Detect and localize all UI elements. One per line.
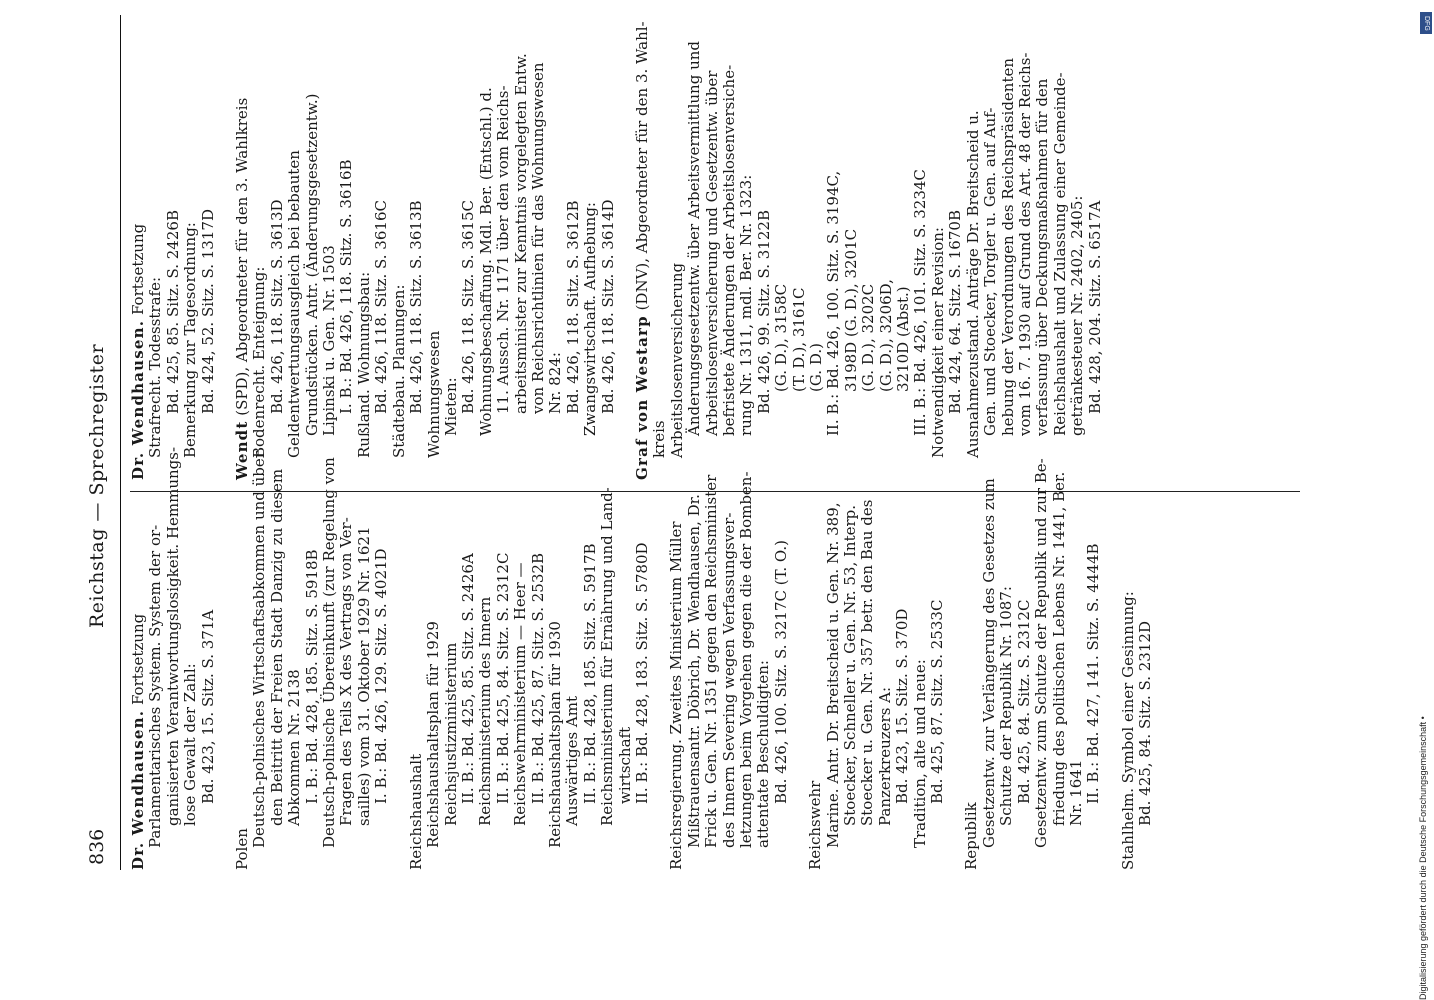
register-line: Schutze der Republik Nr. 1087:	[997, 586, 1016, 826]
left-column	[129, 446, 1155, 870]
register-line: Graf von Westarp (DNV), Abgeordneter für den 3. Wahl-	[632, 21, 651, 480]
register-line: getränkesteuer Nr. 2402, 2405:	[1068, 195, 1087, 436]
register-line: arbeitsminister zur Kenntnis vorgelegten Entw.	[511, 53, 530, 414]
register-line: Stoecker u. Gen. Nr. 357 betr. den Bau des	[858, 499, 877, 826]
register-line: (G. D.), 3206D,	[876, 279, 895, 392]
register-line: III. B.: Bd. 426, 101. Sitz. S. 3234C	[911, 169, 930, 436]
entry-gap	[790, 475, 807, 870]
register-line: Notwendigkeit einer Revision:	[928, 227, 947, 458]
register-line: Bd. 426, 118. Sitz. S. 3613D	[267, 199, 286, 414]
register-line: Bd. 425, 85. Sitz. S. 2426B	[163, 210, 182, 414]
register-line: Stahlhelm. Symbol einer Gesinnung:	[1118, 591, 1137, 870]
register-line: Ausnahmezustand. Anträge Dr. Breitscheid u.	[963, 110, 982, 458]
register-line: Deutsch-polnisches Wirtschaftsabkommen und über	[250, 451, 269, 848]
register-line: Bd. 425, 84. Sitz. S. 2312C	[1014, 599, 1033, 804]
register-line: Bd. 426, 118. Sitz. S. 3614D	[598, 199, 617, 414]
register-line: Reichshaushaltsplan für 1929	[424, 621, 443, 848]
register-line: Änderungsgesetzentw. über Arbeitsvermittlung und	[685, 40, 704, 436]
register-line: Stoecker, Schneller u. Gen. Nr. 53, Interp.	[841, 504, 860, 826]
register-line: Reichswehr	[806, 780, 825, 870]
register-line: letzungen beim Vorgehen gegen die der Bomben-	[737, 471, 755, 848]
register-line: Grundstücken. Antr. (Änderungsgesetzentw.)	[302, 93, 321, 436]
register-line: des Innern Severing wegen Verfassungsver-	[719, 512, 738, 848]
register-line: Geldentwertungsausgleich bei bebauten	[285, 150, 304, 458]
entry-gap	[617, 60, 634, 480]
register-line: (T. D.), 3161C	[789, 287, 808, 392]
register-line: Bd. 426, 118. Sitz. S. 3613B	[407, 200, 426, 414]
register-line: ganisierten Verantwortungslosigkeit. Hemmungs-	[163, 446, 182, 826]
register-line: attentate Beschuldigten:	[754, 660, 773, 848]
register-line: Dr. Wendhausen. Fortsetzung	[129, 223, 147, 480]
register-line: hebung der Verordnungen des Reichspräsidenten	[998, 57, 1017, 436]
register-line: Lipinski u. Gen. Nr. 1503	[320, 245, 339, 436]
digitization-credit: Digitalisierung gefördert durch die Deutsche Forschungsgemeinschaft •	[1418, 716, 1428, 1000]
register-line: Arbeitslosenversicherung	[667, 262, 686, 458]
entry-gap	[217, 475, 234, 870]
register-line: Fragen des Teils X des Vertrags von Ver-	[337, 517, 356, 826]
register-line: Reichswehrministerium — Heer —	[511, 562, 530, 826]
register-line: Deutsch-polnische Übereinkunft (zur Regelung von	[320, 457, 339, 848]
register-line: Bd. 426, 100. Sitz. S. 3217C (T. O.)	[771, 540, 790, 804]
register-line: Bemerkung zur Tagesordnung:	[181, 222, 200, 458]
register-line: Reichshaushalt	[406, 753, 425, 870]
register-line: II. B.: Bd. 425, 84. Sitz. S. 2312C	[493, 552, 512, 804]
register-line: (G. D.)	[807, 343, 826, 392]
register-line: Gesetzentw. zur Verlängerung des Gesetzes zum	[979, 478, 998, 848]
register-line: Bd. 426, 118. Sitz. S. 3612B	[563, 200, 582, 414]
register-line: Bd. 426, 99. Sitz. S. 3122B	[754, 210, 773, 414]
register-line: Bd. 426, 118. Sitz. S. 3615C	[459, 200, 478, 414]
page-number: 836	[86, 828, 108, 865]
register-line: Wohnungsbeschaffung. Mdl. Ber. (Entschl.) d.	[476, 87, 495, 436]
register-line: Mißtrauensantr. Döbrich, Dr. Wendhausen, Dr.	[684, 494, 703, 848]
register-line: Polen	[233, 828, 252, 870]
register-line: Bd. 424, 64. Sitz. S. 1670B	[946, 210, 965, 414]
register-line: Nr. 824:	[546, 352, 565, 414]
register-line: Republik	[962, 802, 981, 870]
register-line: Reichsregierung. Zweites Ministerium Müller	[667, 521, 686, 870]
register-line: friedung des politischen Lebens Nr. 1441, Ber.	[1049, 471, 1068, 826]
register-line: Bd. 428, 204. Sitz. S. 6517A	[1085, 200, 1104, 414]
register-line: Reichsministerium für Ernährung und Land-	[598, 487, 617, 826]
register-line: (G. D.), 3158C	[772, 283, 791, 392]
register-line: Reichshaushalt und Zulassung einer Gemeinde-	[1050, 72, 1069, 436]
register-line: Dr. Wendhausen. Fortsetzung	[129, 613, 147, 870]
register-line: Bd. 426, 118. Sitz. S. 3616C	[372, 200, 391, 414]
register-line: Tradition, alte und neue:	[910, 659, 929, 848]
register-line: I. B.: Bd. 428, 185. Sitz. S. 5918B	[302, 549, 321, 804]
register-line: 3198D (G. D.), 3201C	[841, 228, 860, 392]
register-line: Reichsministerium des Innern	[476, 596, 495, 826]
register-line: Panzerkreuzers A:	[875, 686, 894, 826]
running-title: Reichstag — Sprechregister	[86, 343, 108, 628]
entry-gap	[651, 475, 668, 870]
register-line: den Beitritt der Freien Stadt Danzig zu diesem	[267, 468, 286, 826]
right-column	[129, 21, 1104, 480]
entry-gap	[391, 475, 408, 870]
column-divider	[130, 491, 1300, 492]
register-line: sailles) vom 31. Oktober 1929 Nr. 1621	[354, 526, 373, 826]
register-line: Abkommen Nr. 2138	[285, 669, 304, 826]
entry-gap	[1103, 475, 1120, 870]
register-line: Bd. 425, 84. Sitz. S. 2312D	[1136, 621, 1155, 826]
register-line: Bd. 424, 52. Sitz. S. 1317D	[198, 209, 217, 414]
register-line: Gesetzentw. zum Schutze der Republik und zur Be-	[1032, 458, 1051, 848]
register-line: Bd. 423, 15. Sitz. S. 371A	[198, 609, 217, 804]
register-line: Reichsjustizministerium	[441, 642, 460, 826]
register-line: Reichshaushaltsplan für 1930	[545, 621, 564, 848]
register-line: Parlamentarisches System. System der or-	[146, 524, 165, 848]
dfg-logo: DFG	[1420, 12, 1432, 34]
register-line: II. B.: Bd. 425, 87. Sitz. S. 2532B	[528, 553, 547, 804]
register-line: von Reichsrichtlinien für das Wohnungswesen	[528, 62, 547, 414]
register-line: 11. Aussch. Nr. 1171 über den vom Reichs-	[494, 85, 513, 414]
register-line: II. B.: Bd. 428, 183. Sitz. S. 5780D	[632, 542, 651, 804]
register-line: Zwangswirtschaft. Aufhebung:	[581, 202, 600, 436]
register-line: II. B.: Bd. 428, 185. Sitz. S. 5917B	[580, 543, 599, 804]
register-line: verfassung über Deckungsmaßnahmen für den	[1033, 78, 1052, 436]
register-line: II. B.: Bd. 425, 85. Sitz. S. 2426A	[458, 553, 477, 804]
register-line: Gen. und Stoecker, Torgler u. Gen. auf Auf-	[981, 107, 1000, 436]
register-line: Bd. 423, 15. Sitz. S. 370D	[893, 608, 912, 804]
register-line: (G. D.), 3202C	[859, 283, 878, 392]
register-line: II. B.: Bd. 426, 100. Sitz. S. 3194C,	[824, 170, 843, 436]
register-line: Mieten:	[441, 377, 460, 436]
entry-gap	[946, 475, 963, 870]
register-line: befristete Änderungen der Arbeitslosenversiche-	[720, 64, 738, 436]
register-line: Auswärtiges Amt	[563, 696, 582, 826]
register-line: Städtebau. Planungen:	[389, 284, 408, 458]
register-line: Marine. Antr. Dr. Breitscheid u. Gen. Nr. 389,	[823, 502, 842, 848]
register-line: kreis	[650, 420, 669, 458]
register-line: I. B.: Bd. 426, 118. Sitz. S. 3616B	[337, 159, 356, 414]
register-line: Wendt (SPD), Abgeordneter für den 3. Wahlkreis	[233, 97, 252, 480]
header-rule	[120, 15, 121, 870]
register-line: lose Gewalt der Zahl:	[181, 663, 200, 826]
register-line: wirtschaft	[615, 726, 634, 804]
register-line: Rußland. Wohnungsbau:	[354, 271, 373, 458]
register-line: II. B.: Bd. 427, 141. Sitz. S. 4444B	[1084, 543, 1103, 804]
register-line: Nr. 1641	[1066, 759, 1085, 826]
register-line: rung Nr. 1311, mdl. Ber. Nr. 1323:	[737, 174, 756, 436]
register-line: vom 16. 7. 1930 auf Grund des Art. 48 der Reichs-	[1015, 52, 1034, 436]
entry-gap	[217, 60, 234, 480]
register-line: Wohnungswesen	[424, 330, 443, 458]
register-line: Frick u. Gen. Nr. 1351 gegen den Reichsminister	[702, 474, 721, 848]
register-line: 3210D (Abst.)	[894, 286, 913, 392]
register-line: Bd. 425, 87. Sitz. S. 2533C	[928, 599, 947, 804]
register-line: I. B.: Bd. 426, 129. Sitz. S. 4021D	[372, 548, 391, 804]
register-line: Arbeitslosenversicherung und Gesetzentw. über	[702, 70, 721, 436]
register-line: Bodenrecht. Enteignung:	[250, 266, 269, 458]
register-line: Strafrecht. Todesstrafe:	[146, 276, 165, 458]
